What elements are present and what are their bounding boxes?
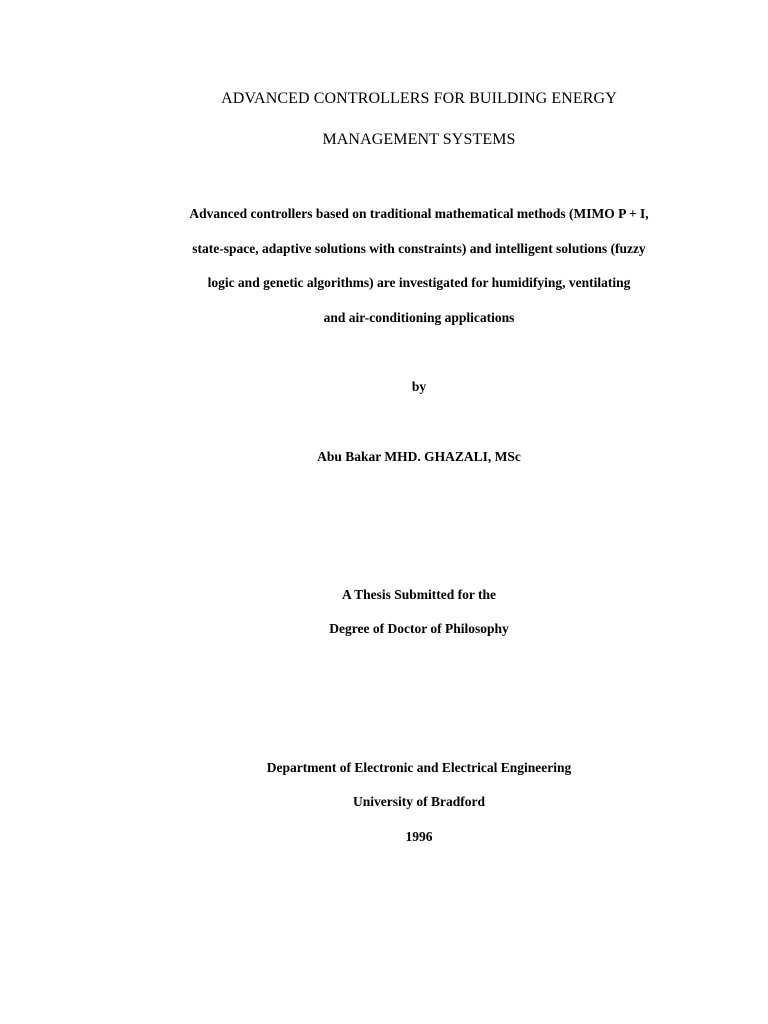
abstract-line-2: state-space, adaptive solutions with constraints) and intelligent solutions (fuzzy — [192, 241, 646, 256]
author-name: Abu Bakar MHD. GHAZALI, MSc — [317, 449, 521, 464]
university-name: University of Bradford — [353, 794, 485, 809]
submission-year: 1996 — [405, 829, 433, 844]
thesis-statement-line-1: A Thesis Submitted for the — [341, 587, 497, 602]
abstract-line-4: and air-conditioning applications — [323, 310, 515, 325]
document-title-line-2: MANAGEMENT SYSTEMS — [322, 131, 516, 148]
abstract-line-3: logic and genetic algorithms) are investigated for humidifying, ventilating — [207, 275, 631, 290]
department-name: Department of Electronic and Electrical Engineering — [266, 760, 572, 775]
by-label: by — [411, 379, 427, 394]
document-title-line-1: ADVANCED CONTROLLERS FOR BUILDING ENERGY — [221, 90, 617, 107]
thesis-statement-line-2: Degree of Doctor of Philosophy — [329, 621, 509, 636]
abstract-line-1: Advanced controllers based on traditional mathematical methods (MIMO P + I, — [189, 206, 649, 221]
